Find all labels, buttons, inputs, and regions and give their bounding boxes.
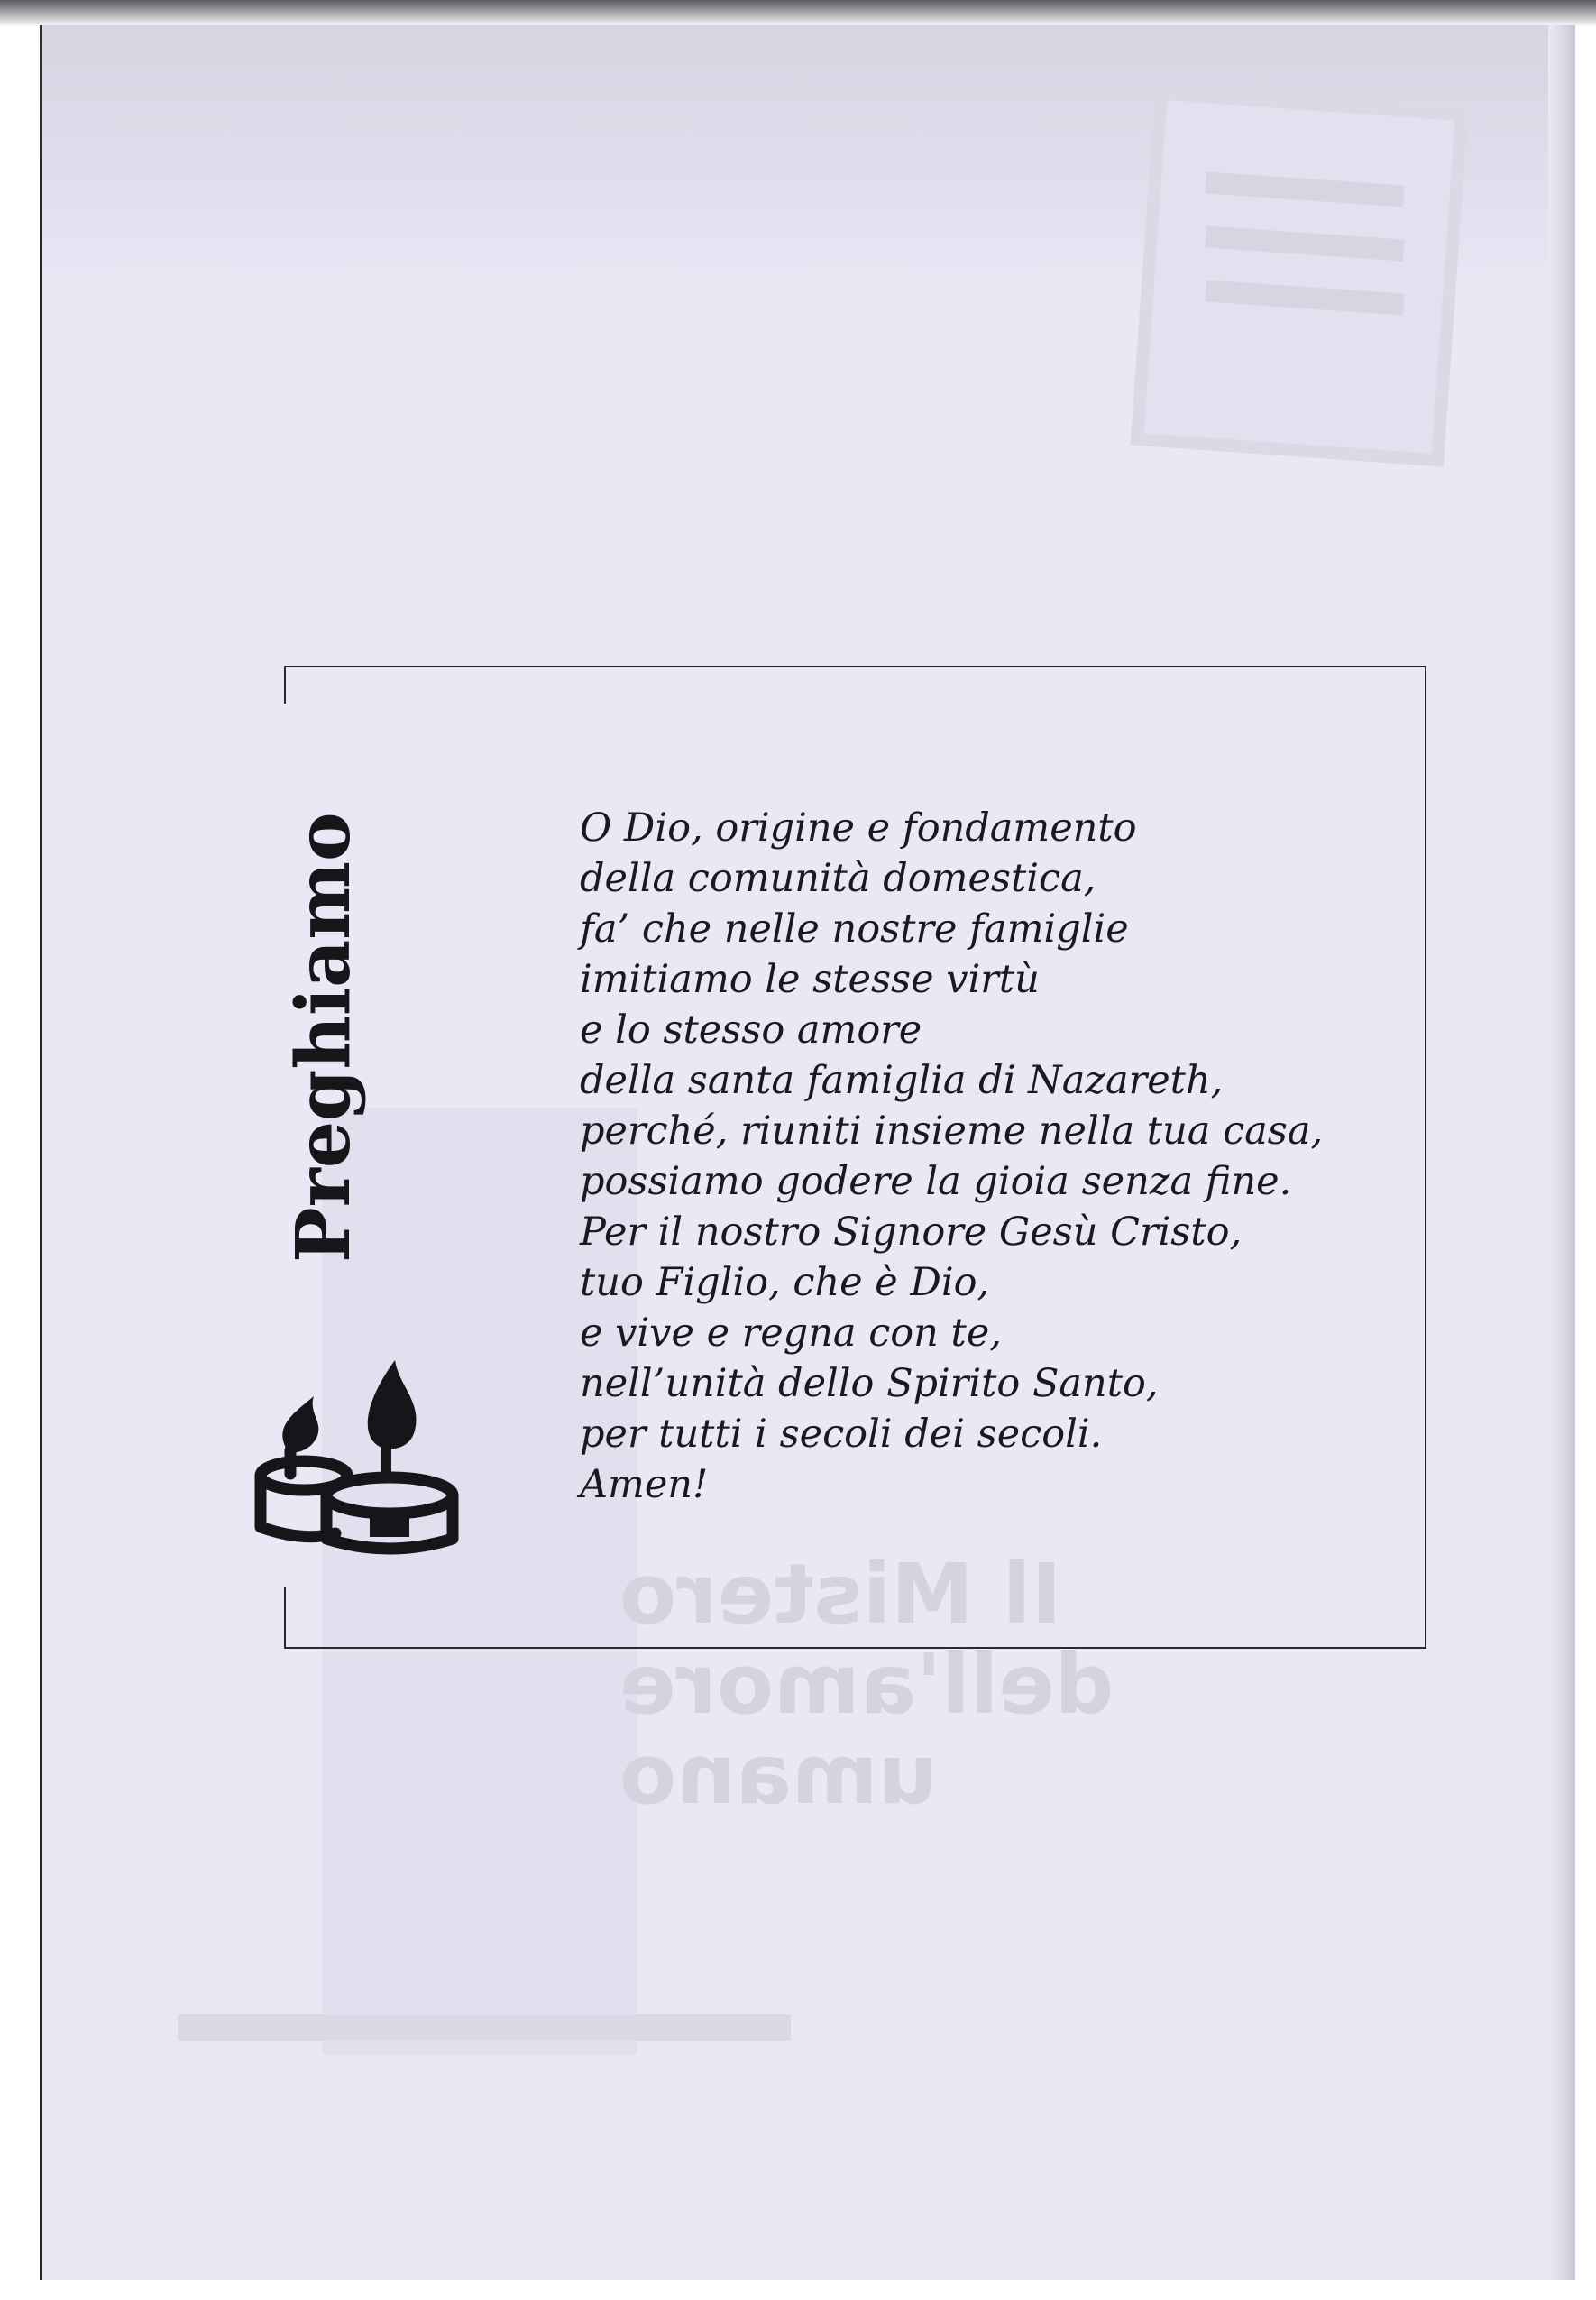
scan-edge-shadow [0,0,1596,27]
bleed-through-line: dell'amore [619,1636,1114,1733]
prayer-line: della santa famiglia di Nazareth, [580,1058,1224,1103]
prayer-line: imitiamo le stesse virtù [580,957,1040,1002]
page-spine-edge [1548,25,1575,2280]
prayer-line: per tutti i secoli dei secoli. [580,1412,1103,1457]
bleed-through-base [178,2014,791,2041]
prayer-line: nell’unità dello Spirito Santo, [580,1361,1159,1406]
prayer-line: fa’ che nelle nostre famiglie [580,906,1129,952]
bleed-through-stamp [1131,87,1469,466]
candles-icon [236,1342,471,1559]
prayer-line: Amen! [580,1462,709,1507]
prayer-box [280,666,1426,1649]
prayer-line: della comunità domestica, [580,856,1096,901]
prayer-line: e vive e regna con te, [580,1311,1002,1356]
bleed-through-line: umano [619,1726,938,1823]
prayer-text [580,803,1409,1510]
bleed-through-line: Il Mistero [619,1546,1062,1642]
prayer-line: O Dio, origine e fondamento [580,805,1137,851]
prayer-line: perché, riuniti insieme nella tua casa, [580,1109,1324,1154]
prayer-line: possiamo godere la gioia senza fine. [580,1159,1292,1204]
prayer-line: e lo stesso amore [580,1007,922,1053]
booklet-page [40,25,1575,2280]
heading-area [252,740,367,1299]
prayer-line: tuo Figlio, che è Dio, [580,1260,990,1305]
prayer-line: Per il nostro Signore Gesù Cristo, [580,1210,1243,1255]
prayer-heading: Preghiamo [280,812,367,1263]
